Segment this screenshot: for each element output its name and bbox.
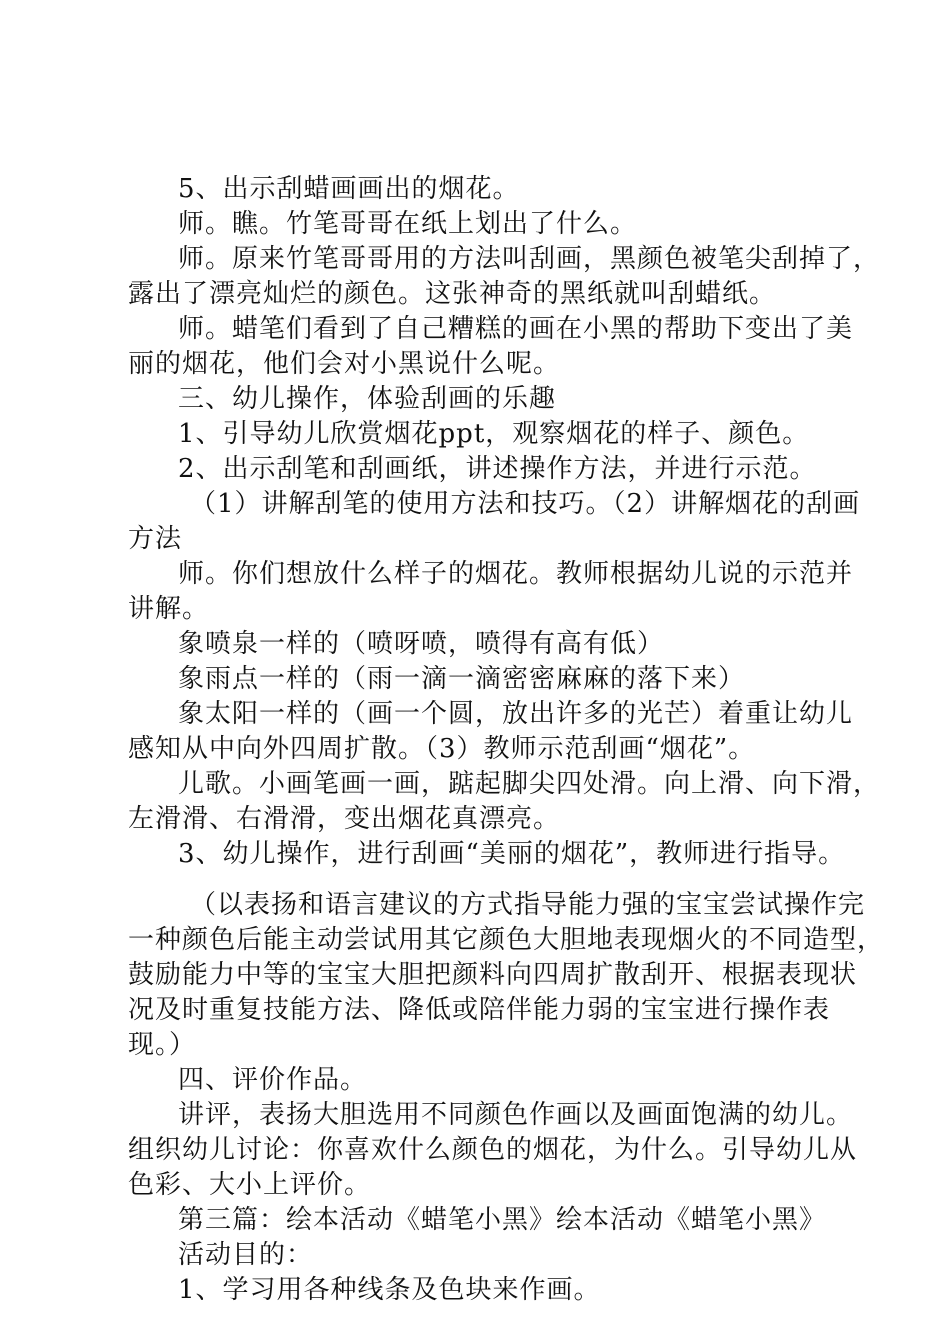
paragraph-line: 色彩、大小上评价。 (128, 1170, 372, 1200)
paragraph-line: 一种颜色后能主动尝试用其它颜色大胆地表现烟火的不同造型， (128, 925, 885, 955)
section-heading: 三、幼儿操作，体验刮画的乐趣 (178, 384, 557, 414)
paragraph-line: 3、幼儿操作，进行刮画“美丽的烟花”，教师进行指导。 (178, 839, 846, 869)
paragraph-line: 师。原来竹笔哥哥用的方法叫刮画，黑颜色被笔尖刮掉了， (178, 244, 881, 274)
paragraph-line: 儿歌。小画笔画一画，踮起脚尖四处滑。向上滑、向下滑， (178, 769, 881, 799)
section-heading: 四、评价作品。 (178, 1065, 368, 1095)
paragraph-line: 讲解。 (128, 594, 210, 624)
paragraph-line: 象喷泉一样的（喷呀喷，喷得有高有低） (178, 629, 665, 659)
paragraph-line: 象太阳一样的（画一个圆，放出许多的光芒）着重让幼儿 (178, 699, 854, 729)
paragraph-line: 师。你们想放什么样子的烟花。教师根据幼儿说的示范并 (178, 559, 854, 589)
paragraph-line: 鼓励能力中等的宝宝大胆把颜料向四周扩散刮开、根据表现状 (128, 960, 858, 990)
paragraph-line: 2、出示刮笔和刮画纸，讲述操作方法，并进行示范。 (178, 454, 817, 484)
paragraph-line: （1）讲解刮笔的使用方法和技巧。（2）讲解烟花的刮画 (190, 489, 861, 519)
paragraph-line: 5、出示刮蜡画画出的烟花。 (178, 174, 520, 204)
paragraph-line: 象雨点一样的（雨一滴一滴密密麻麻的落下来） (178, 664, 746, 694)
paragraph-line: 方法 (128, 524, 183, 554)
paragraph-line: 况及时重复技能方法、降低或陪伴能力弱的宝宝进行操作表 (128, 995, 831, 1025)
paragraph-line: 1、引导幼儿欣赏烟花ppt，观察烟花的样子、颜色。 (178, 419, 810, 449)
chapter-title: 第三篇：绘本活动《蜡笔小黑》绘本活动《蜡笔小黑》 (178, 1205, 827, 1235)
paragraph-line: 组织幼儿讨论：你喜欢什么颜色的烟花，为什么。引导幼儿从 (128, 1135, 858, 1165)
paragraph-line: 讲评，表扬大胆选用不同颜色作画以及画面饱满的幼儿。 (178, 1100, 854, 1130)
paragraph-line: 左滑滑、右滑滑，变出烟花真漂亮。 (128, 804, 561, 834)
paragraph-line: 现。） (128, 1030, 197, 1060)
paragraph-line: 活动目的： (178, 1240, 314, 1270)
paragraph-line: 师。瞧。竹笔哥哥在纸上划出了什么。 (178, 209, 638, 239)
paragraph-line: 1、学习用各种线条及色块来作画。 (178, 1275, 601, 1305)
paragraph-line: （以表扬和语言建议的方式指导能力强的宝宝尝试操作完 (190, 890, 866, 920)
paragraph-line: 丽的烟花，他们会对小黑说什么呢。 (128, 349, 561, 379)
paragraph-line: 感知从中向外四周扩散。（3）教师示范刮画“烟花”。 (128, 734, 756, 764)
paragraph-line: 师。蜡笔们看到了自己糟糕的画在小黑的帮助下变出了美 (178, 314, 854, 344)
paragraph-line: 露出了漂亮灿烂的颜色。这张神奇的黑纸就叫刮蜡纸。 (128, 279, 777, 309)
